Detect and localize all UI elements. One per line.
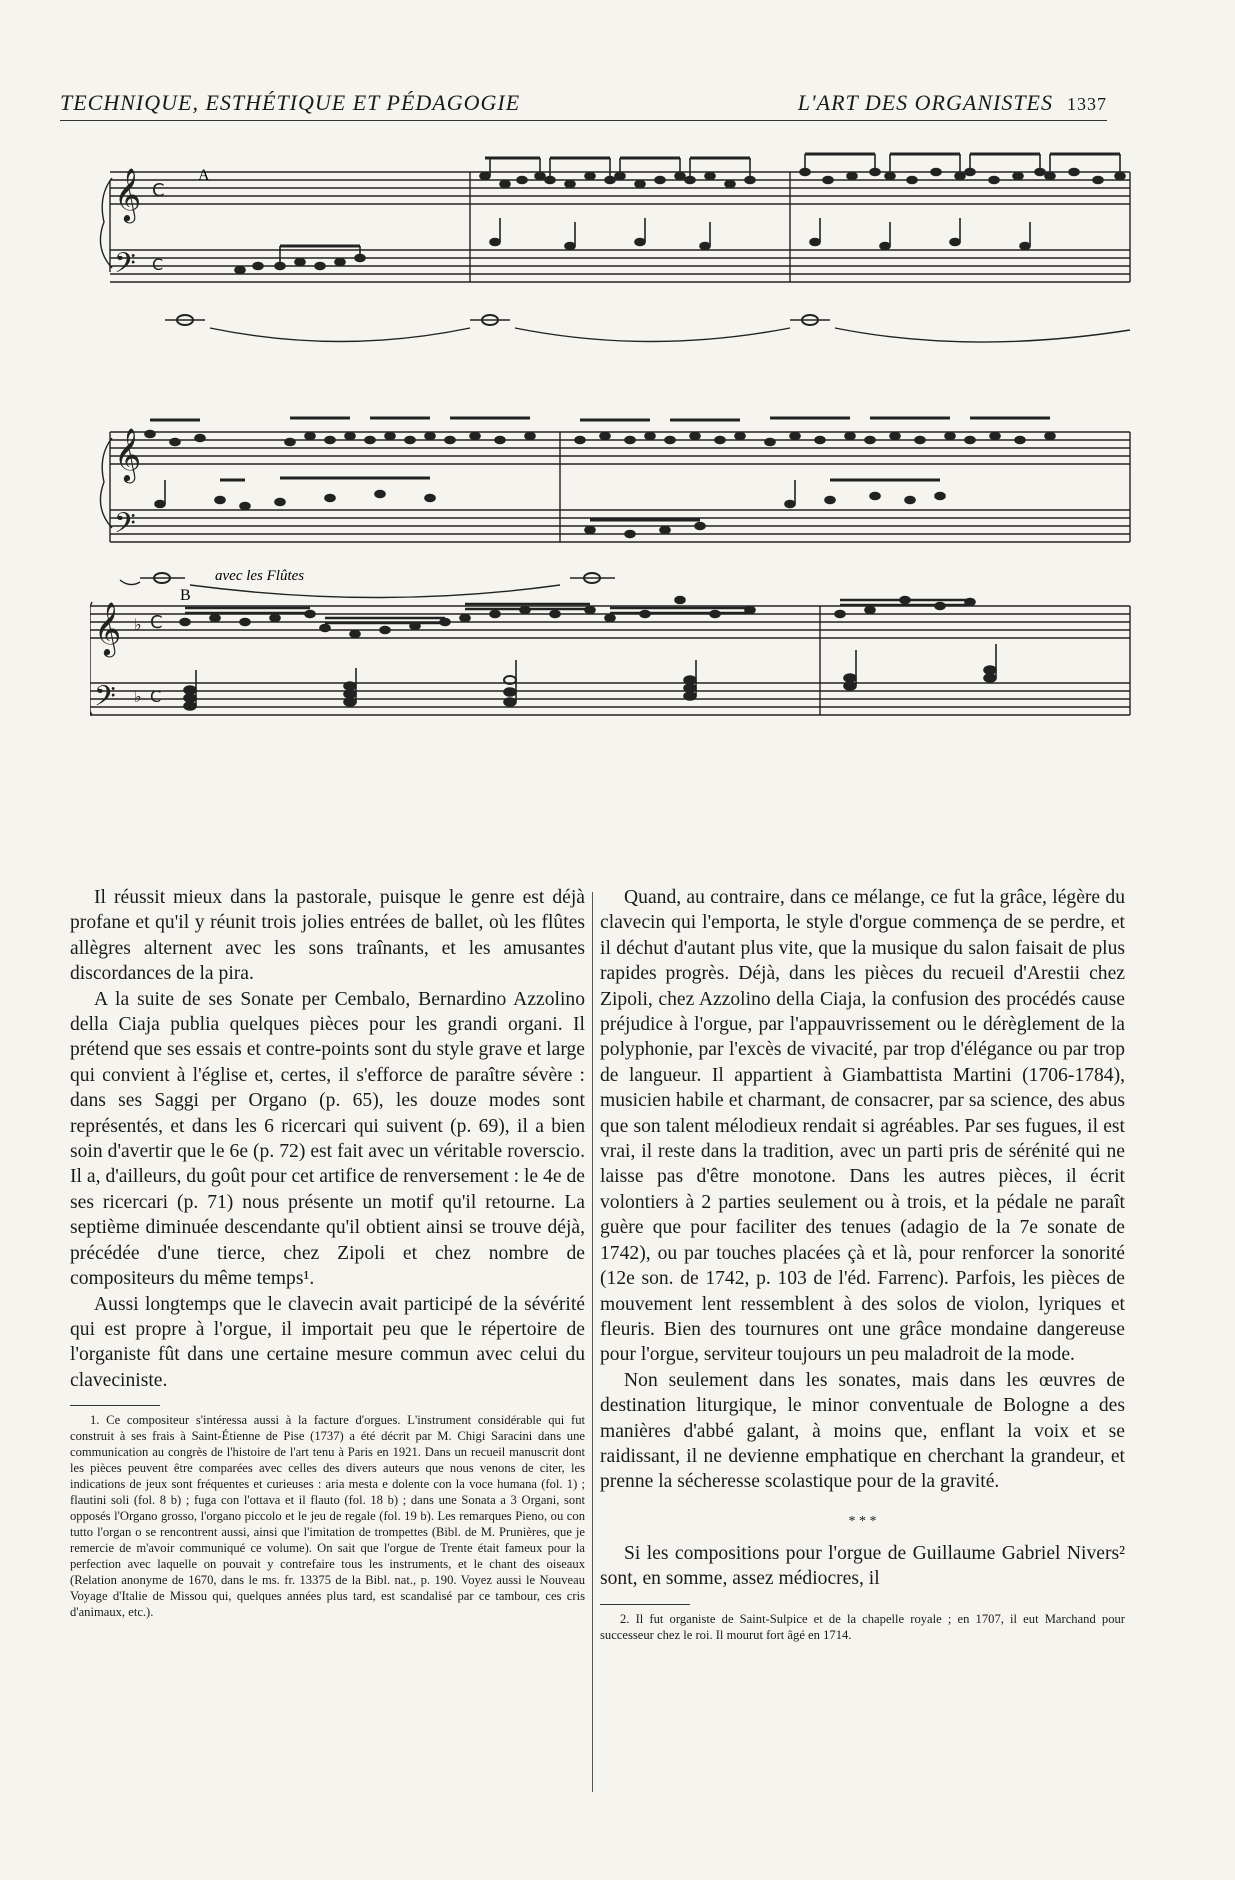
section-separator: * * * [848,1513,877,1529]
paragraph: Quand, au contraire, dans ce mélange, ce fut la grâce, légère du clavecin qui l'emporta, le style d'orgue commença de se perdre, et il déchut d'autant plus vite, que la musique du salon faisait de plus rapides progrès. Déjà, dans les pièces du recueil d'Arestii chez Zipoli, chez Azzolino della Ciaja, la confusion des procédés cause préjudice à l'orgue, par l'appauvrissement ou le dérèglement de la polyphonie, par l'excès de vivacité, par trop d'élégance ou par trop de langueur. Il appartient à Giambattista Martini (1706-1784), musicien habile et charmant, de consacrer, par sa science, des abus que son talent mélodieux rendait si agréables. Par ses fugues, il est vrai, il reste dans la tradition, avec un parti pris de sérénité qui ne laisse pas d'être monotone. Dans les autres pièces, il écrit volontiers à 2 parties seulement ou à trois, et la pédale ne paraît guère que pour faciliter des tenues (adagio de la 7e sonate de 1742), ou par touches placées çà et là, pour renforcer la sonorité (12e son. de 1742, p. 103 de l'éd. Farrenc). Parfois, les pièces de mouvement lent ressemblent à des solos de violon, lyriques et fleuris. Bien des tournures ont une grâce mondaine dangereuse pour l'orgue, serviteur toujours un peu maladroit de la mode. [600,887,1125,1366]
page-number: 1337 [1067,94,1107,114]
svg-text:C: C [152,180,165,201]
paragraph: Si les compositions pour l'orgue de Guillaume Gabriel Nivers² sont, en somme, assez médiocres, il [600,1542,1125,1590]
music-score [90,130,1150,865]
svg-text:𝄢: 𝄢 [114,247,136,287]
svg-text:C: C [150,687,162,706]
header-right-title [798,90,1107,116]
column-divider [592,892,593,1792]
left-column [70,885,585,1620]
footnote-text: 1. Ce compositeur s'intéressa aussi à la facture d'orgues. L'instrument considérable qui fut construit à ses frais à Saint-Étienne de Pise (1737) a été décrit par M. Chigi Saracini dans une communication au congrès de l'histoire de l'art tenu à Paris en 1921. Dans un recueil manuscrit dont les pièces peuvent être comparées avec celles des divers auteurs que nous venons de citer, les indications de jeux sont fréquentes et curieuses : aria mesta e dolente con la voce humana (fol. 1) ; flautini soli (fol. 8 b) ; fuga con l'ottava et il flauto (fol. 18 b) ; dans une Sonata a 3 Organi, sont opposés l'Organo grosso, l'organo piccolo et le jeu de regale (fol. 19 b). Les remarques Pieno, ou con tutto l'organ o se rencontrent aussi, ainsi que l'imitation de trompettes (Bibl. de M. Prunières, que je remercie de m'avoir communiqué ce volume). On sait que l'orgue de Trente était fameux pour la perfection avec laquelle on pouvait y contrefaire tous les instruments, et le chant des oiseaux (Relation anonyme de 1670, dans le ms. fr. 13375 de la Bibl. nat., p. 190. Voyez aussi le Nouveau Voyage d'Italie de Missou qui, quelques années plus tard, est scandalisé par ce tambour, ces cris d'animaux, etc.). [70,1413,585,1620]
section-a-label: A [198,167,210,184]
footnote-rule [600,1604,690,1605]
svg-text:♭: ♭ [134,615,142,634]
footnote-rule [70,1405,160,1406]
header-left-title: TECHNIQUE, ESTHÉTIQUE ET PÉDAGOGIE [60,90,521,115]
running-header [60,90,1107,118]
svg-text:C: C [152,255,164,274]
header-rule [60,120,1107,121]
svg-text:C: C [150,612,163,633]
svg-text:𝄞: 𝄞 [114,427,142,481]
svg-text:𝄢: 𝄢 [114,507,136,547]
footnote-1 [70,1412,585,1620]
paragraph: Aussi longtemps que le clavecin avait participé de la sévérité qui est propre à l'orgue, il importait peu que le répertoire de l'organiste fût dans une certaine mesure commun avec celui du claveciniste. [70,1293,585,1391]
registration-label: avec les Flûtes [215,568,305,584]
svg-text:𝄞: 𝄞 [114,167,142,221]
paragraph: Il réussit mieux dans la pastorale, puisque le genre est déjà profane et qu'il y réunit trois jolies entrées de ballet, où les flûtes allègres alternent avec les sons traînants, et les amusantes discordances de la pira. [70,887,585,985]
section-b-label: B [180,587,191,604]
system-a2 [100,432,1130,542]
svg-text:♭: ♭ [134,687,142,706]
paragraph: Non seulement dans les sonates, mais dans les œuvres de destination liturgique, le minor conventuale de Bologne a des manières d'abbé galant, à moins que, enflant la voix et se raidissant, il ne devienne emphatique en cherchant la grandeur, et prenne la sécheresse scolastique pour de la gravité. [600,1369,1125,1493]
header-section-title: L'ART DES ORGANISTES [797,90,1053,115]
footnote-text: 2. Il fut organiste de Saint-Sulpice et de la chapelle royale ; en 1707, il eut Marchand pour successeur chez le roi. Il mourut fort âgé en 1714. [600,1611,1125,1642]
right-column [600,885,1125,1643]
svg-text:𝄢: 𝄢 [94,680,116,720]
footnote-2 [600,1611,1125,1643]
svg-text:𝄞: 𝄞 [94,601,122,655]
paragraph: A la suite de ses Sonate per Cembalo, Bernardino Azzolino della Ciaja publia quelques pièces pour les grandi organi. Il prétend que ses essais et contre-points sont du style grave et large qui convient à l'église et, certes, il s'efforce de paraître sévère : dans ses Saggi per Organo (p. 65), les douze modes sont représentés, et dans les 6 ricercari qui suivent (p. 69), il a bien soin d'avertir que le 6e (p. 72) est fait avec un véritable roverscio. Il a, d'ailleurs, du goût pour cet artifice de renversement : le 4e de ses ricercari (p. 71) nous présente un motif qu'il retourne. La septième diminuée descendante qu'il obtient ainsi se trouve déjà, précédée d'une tierce, chez Zipoli et chez nombre de compositeurs du même temps¹. [70,988,585,1290]
